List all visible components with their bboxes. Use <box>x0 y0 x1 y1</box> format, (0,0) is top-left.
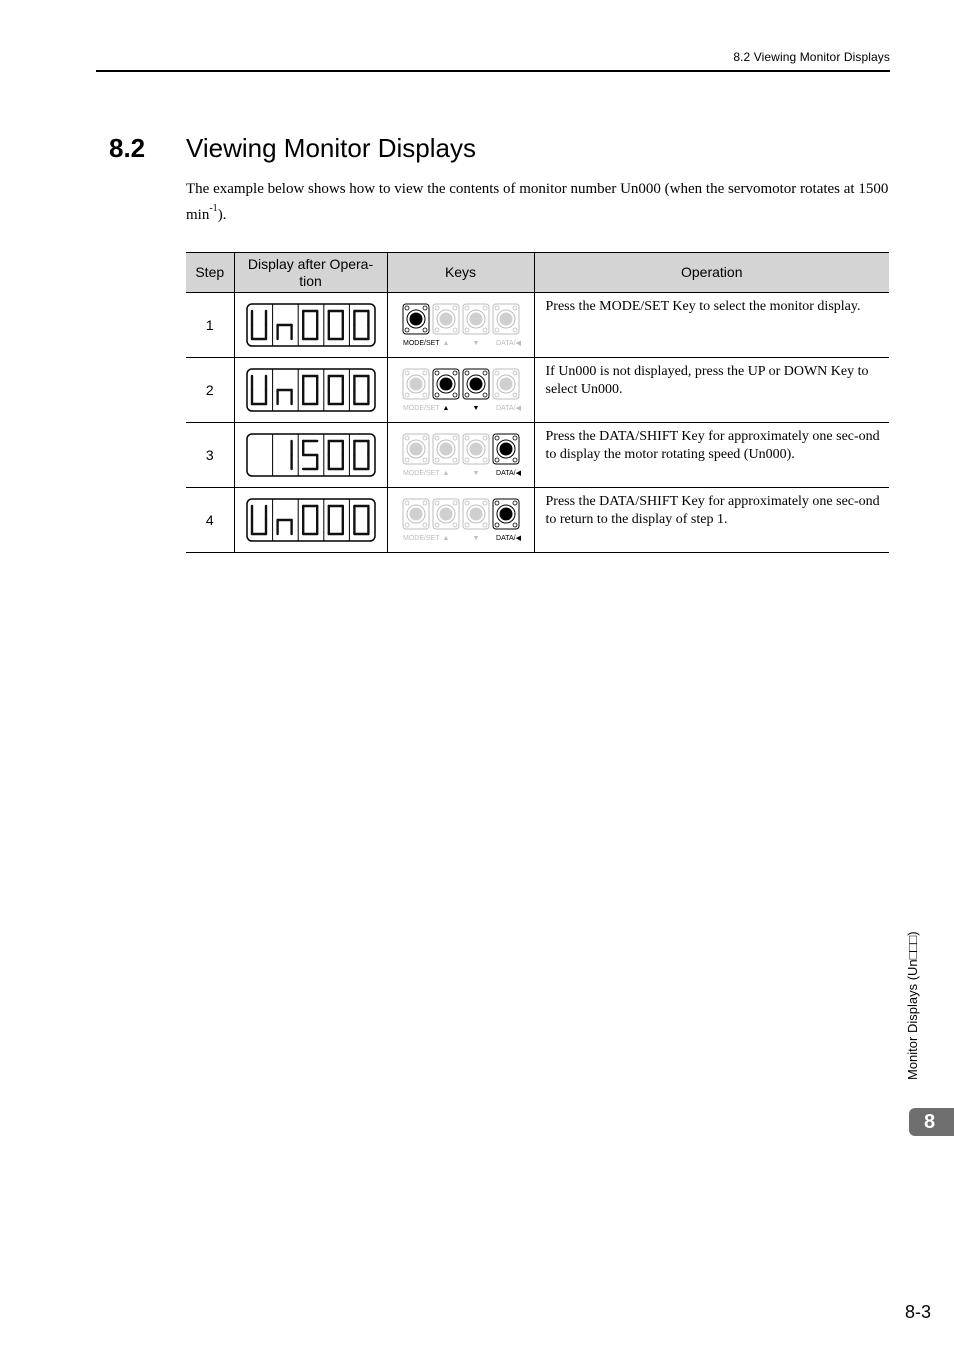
operation-table <box>186 252 889 553</box>
table-row <box>186 358 889 423</box>
running-header: 8.2 Viewing Monitor Displays <box>733 50 890 64</box>
down-arrow-icon: ▼ <box>472 340 479 347</box>
up-key-icon <box>433 499 459 529</box>
down-key-icon <box>463 499 489 529</box>
down-key-icon <box>463 434 489 464</box>
table-header-row <box>186 253 889 293</box>
operation-text: Press the DATA/SHIFT Key for approximately one sec-ond to return to the display of step 1. <box>534 488 889 553</box>
chapter-tab: 8 <box>909 1108 954 1136</box>
key-panel-icon <box>399 301 523 349</box>
mode-set-label: MODE/SET <box>402 405 440 412</box>
table-row <box>186 488 889 553</box>
up-arrow-icon: ▲ <box>442 470 449 477</box>
key-panel-icon <box>399 431 523 479</box>
up-arrow-icon: ▲ <box>442 535 449 542</box>
up-arrow-icon: ▲ <box>442 405 449 412</box>
key-panel-icon <box>399 496 523 544</box>
mode-set-label: MODE/SET <box>402 470 440 477</box>
up-key-icon <box>433 434 459 464</box>
section-number: 8.2 <box>109 133 146 163</box>
intro-superscript: -1 <box>209 203 218 214</box>
data-key-icon <box>493 369 519 399</box>
data-shift-label: DATA/◀ <box>495 340 521 347</box>
intro-text: The example below shows how to view the contents of monitor number Un000 (when the servomotor rotates at 1500 min <box>186 181 889 223</box>
down-key-icon <box>463 304 489 334</box>
data-shift-label: DATA/◀ <box>495 470 521 477</box>
data-key-icon <box>493 304 519 334</box>
intro-end: ). <box>217 207 227 223</box>
mode-set-label: MODE/SET <box>402 340 440 347</box>
mode-key-icon <box>403 434 429 464</box>
table-row <box>186 293 889 358</box>
operation-text: If Un000 is not displayed, press the UP or DOWN Key to select Un000. <box>534 358 889 423</box>
header-display <box>234 253 387 293</box>
operation-text: Press the DATA/SHIFT Key for approximately one sec-ond to display the motor rotating speed (Un000). <box>534 423 889 488</box>
intro-paragraph <box>186 178 890 226</box>
up-key-icon <box>433 304 459 334</box>
mode-set-label: MODE/SET <box>402 535 440 542</box>
down-arrow-icon: ▼ <box>472 535 479 542</box>
mode-key-icon <box>403 304 429 334</box>
step-number: 1 <box>186 293 234 358</box>
mode-key-icon <box>403 499 429 529</box>
down-arrow-icon: ▼ <box>472 405 479 412</box>
lcd-display <box>246 368 376 412</box>
page-number: 8-3 <box>904 1302 931 1322</box>
lcd-display <box>246 303 376 347</box>
lcd-display <box>246 433 376 477</box>
table-row <box>186 423 889 488</box>
step-number: 4 <box>186 488 234 553</box>
side-tab-label: Monitor Displays (Un□□□) <box>905 931 920 1080</box>
header-rule <box>96 70 890 72</box>
header-step: Step <box>186 253 234 293</box>
data-shift-label: DATA/◀ <box>495 405 521 412</box>
up-key-icon <box>433 369 459 399</box>
key-panel-icon <box>399 366 523 414</box>
step-number: 2 <box>186 358 234 423</box>
lcd-display <box>246 498 376 542</box>
data-shift-label: DATA/◀ <box>495 535 521 542</box>
data-key-icon <box>493 434 519 464</box>
data-key-icon <box>493 499 519 529</box>
mode-key-icon <box>403 369 429 399</box>
operation-text: Press the MODE/SET Key to select the monitor display. <box>534 293 889 358</box>
header-keys: Keys <box>387 253 534 293</box>
header-operation: Operation <box>534 253 889 293</box>
down-arrow-icon: ▼ <box>472 470 479 477</box>
down-key-icon <box>463 369 489 399</box>
section-title: Viewing Monitor Displays <box>186 133 476 163</box>
up-arrow-icon: ▲ <box>442 340 449 347</box>
step-number: 3 <box>186 423 234 488</box>
header-display-label: Display after Opera- tion <box>247 255 374 289</box>
